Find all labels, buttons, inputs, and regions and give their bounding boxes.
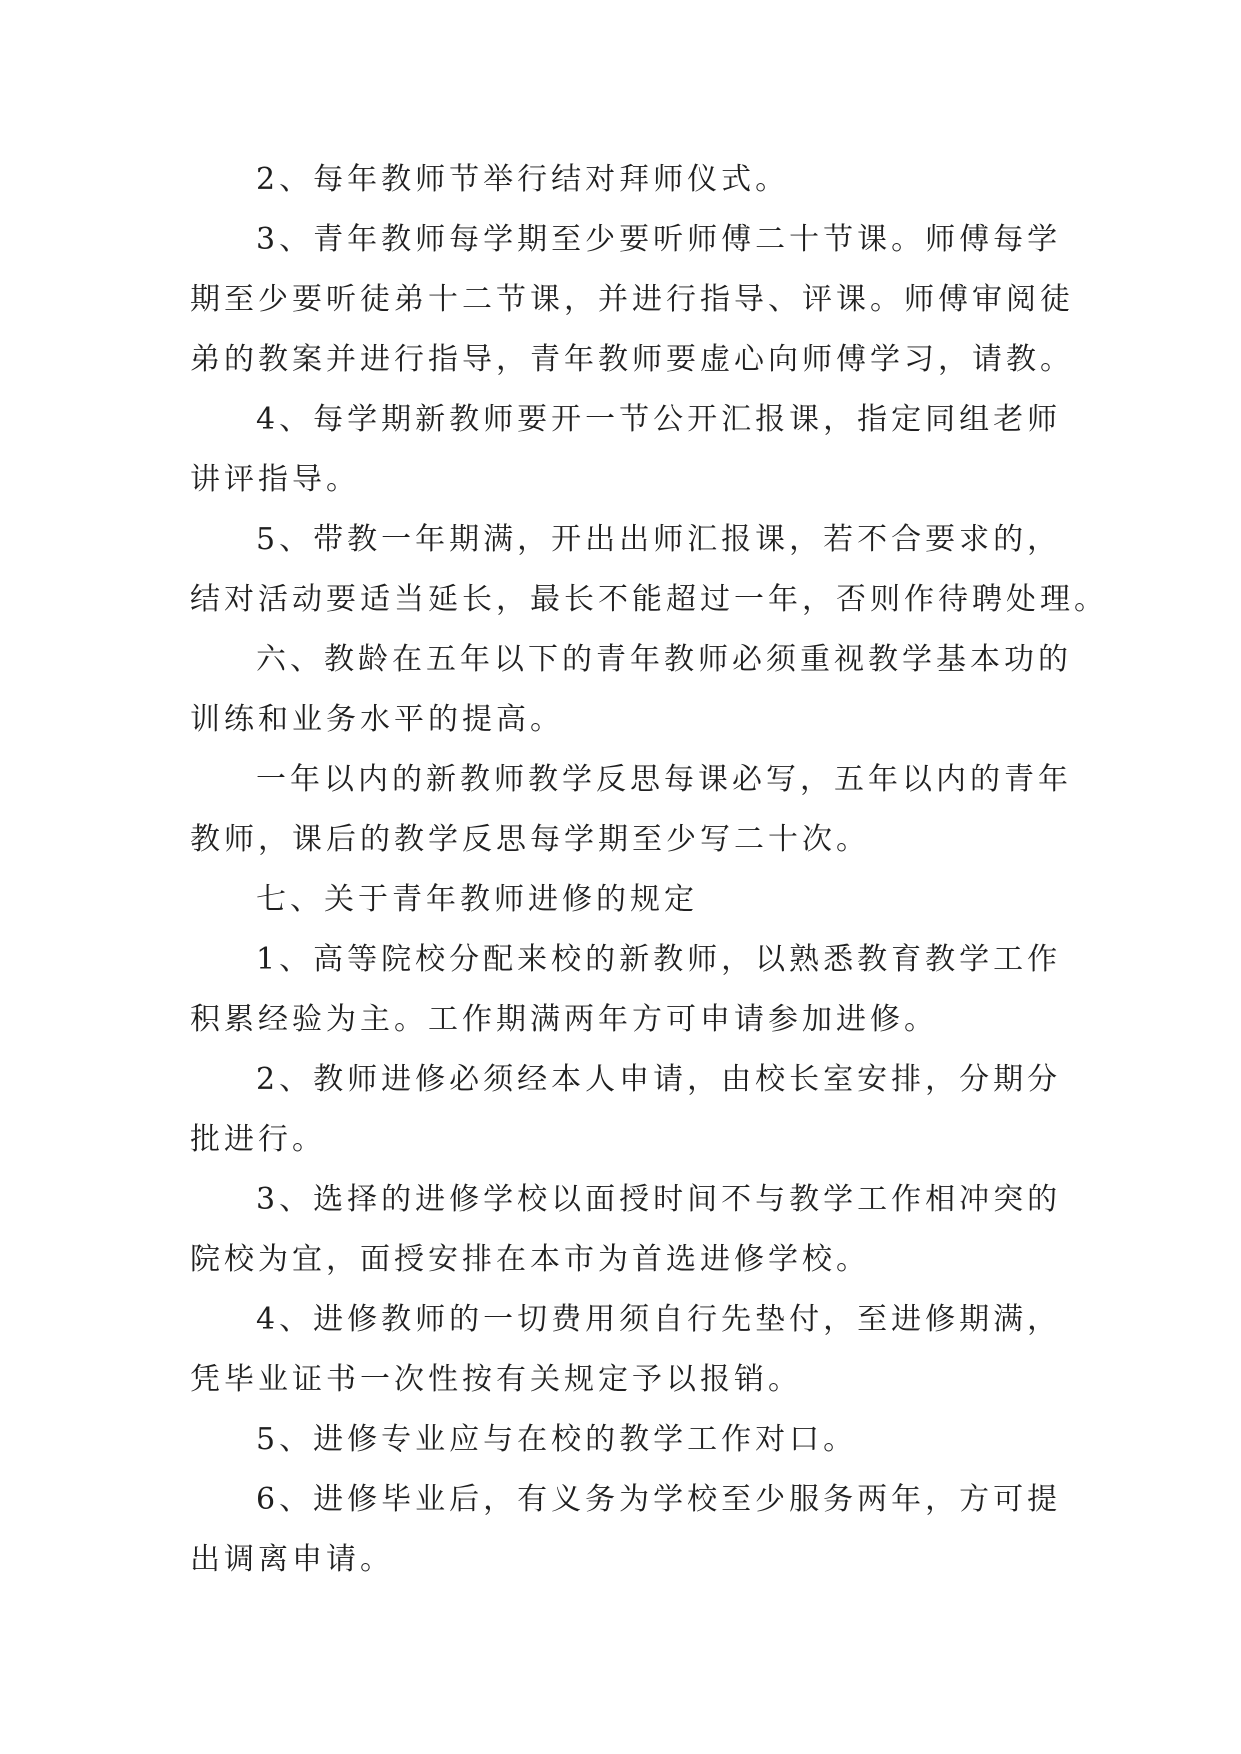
text-line: 5、进修专业应与在校的教学工作对口。 [256,1422,858,1457]
text-line: 5、带教一年期满，开出出师汇报课，若不合要求的， [256,522,1062,557]
text-line: 讲评指导。 [190,462,360,497]
text-line: 批进行。 [190,1122,326,1157]
text-line: 2、教师进修必须经本人申请，由校长室安排，分期分 [256,1062,1062,1097]
text-line: 凭毕业证书一次性按有关规定予以报销。 [190,1362,802,1397]
text-line: 1、高等院校分配来校的新教师，以熟悉教育教学工作 [256,942,1062,977]
text-line: 6、进修毕业后，有义务为学校至少服务两年，方可提 [256,1482,1062,1517]
text-line: 训练和业务水平的提高。 [190,702,564,737]
text-line: 4、进修教师的一切费用须自行先垫付，至进修期满， [256,1302,1062,1337]
text-line: 2、每年教师节举行结对拜师仪式。 [256,162,790,197]
text-line: 出调离申请。 [190,1542,394,1577]
text-line: 积累经验为主。工作期满两年方可申请参加进修。 [190,1002,938,1037]
text-line: 3、青年教师每学期至少要听师傅二十节课。师傅每学 [256,222,1062,257]
document-body [190,160,1108,1600]
text-line: 七、关于青年教师进修的规定 [256,882,698,917]
text-line: 教师，课后的教学反思每学期至少写二十次。 [190,822,870,857]
text-line: 期至少要听徒弟十二节课，并进行指导、评课。师傅审阅徒 [190,282,1074,317]
text-line: 3、选择的进修学校以面授时间不与教学工作相冲突的 [256,1182,1062,1217]
text-line: 一年以内的新教师教学反思每课必写，五年以内的青年 [256,762,1072,797]
text-line: 结对活动要适当延长，最长不能超过一年，否则作待聘处理。 [190,582,1108,617]
text-line: 4、每学期新教师要开一节公开汇报课，指定同组老师 [256,402,1062,437]
text-line: 弟的教案并进行指导，青年教师要虚心向师傅学习，请教。 [190,342,1074,377]
text-line: 六、教龄在五年以下的青年教师必须重视教学基本功的 [256,642,1072,677]
text-line: 院校为宜，面授安排在本市为首选进修学校。 [190,1242,870,1277]
